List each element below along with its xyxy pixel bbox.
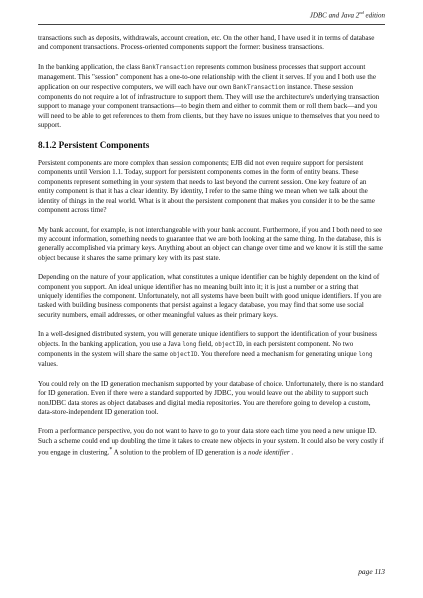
paragraph: In a well-designed distributed system, you will generate unique identifiers to support the identification of your business objects. In the banking application, you use a Java long field, objectID, in each persistent component. No two components in the system will share the same objectID. You therefore need a mechanism for generating unique long values.: [38, 330, 378, 369]
inline-code: objectID: [169, 351, 198, 358]
body-content: [38, 34, 384, 468]
paragraph: Depending on the nature of your application, what constitutes a unique identifier can be highly dependent on the kind of component you support. An ideal unique identifier has no meaning built into it; it is just a number or a string that uniquely identifies the component. Unfortunately, not all systems have been built with good unique identifiers. If you are tasked with building business components that persist against a legacy database, you may find that some use social security numbers, email addresses, or other meaningful values as their primary keys.: [38, 273, 382, 319]
section-heading: 8.1.2 Persistent Components: [38, 139, 150, 150]
paragraph: transactions such as deposits, withdrawals, account creation, etc. On the other hand, I have used it in terms of database and component transactions. Process-oriented components support the former: business transactions.: [38, 34, 375, 52]
emphasized-term: node identifier: [248, 448, 290, 457]
inline-code: long: [182, 341, 197, 348]
running-header: [310, 10, 385, 19]
header-superscript: nd: [359, 10, 364, 15]
inline-code: long: [358, 351, 373, 358]
header-title: JDBC and Java 2: [309, 11, 360, 20]
paragraph: From a performance perspective, you do not want to have to go to your data store each time you need a new unique ID. Such a scheme could end up doubling the time it takes to create new objects in your system. It could also be very costly if you engage in clustering.* A solution to the problem of ID generation is a node identifier .: [38, 427, 384, 457]
paragraph: My bank account, for example, is not interchangeable with your bank account. Furthermore, if you and I both need to see my account information, something needs to guarantee that we are both looking at the same thing. In the database, this is generally accomplished via primary keys. Anything about an object can change over time and we know it is still the same object because it shares the same primary key with its past state.: [38, 225, 383, 262]
paragraph: Persistent components are more complex than session components; EJB did not even require support for persistent components until Version 1.1. Today, support for persistent components comes in the form of entity beans. These components represent something in your system that needs to last beyond the current session. One key feature of an entity component is that it has a clear identity. By identity, I refer to the same thing we mean when we talk about the identity of things in the real world. What is it about the persistent component that makes you consider it to be the same component across time?: [38, 159, 375, 215]
header-rule: [38, 24, 385, 25]
paragraph: In the banking application, the class BankTransaction represents common business processes that support account management. This "session" component has a one-to-one relationship with the client it serves. If you and I both use the application on our respective computers, we will each have our own BankTransaction instance. These session components do not require a lot of infrastructure to support them. They will use the architecture's underlying transaction support to manage your component transactions—to begin them and either to commit them or roll them back—and you will need to be able to get references to them from clients, but they have no issues unique to themselves that you need to support.: [38, 62, 380, 130]
inline-code: BankTransaction: [233, 84, 286, 91]
header-title-suffix: edition: [363, 11, 385, 20]
footnote-marker[interactable]: *: [109, 447, 113, 454]
paragraph: You could rely on the ID generation mechanism supported by your database of choice. Unfortunately, there is no standard for ID generation. Even if there were a standard supported by JDBC, you would leave out the ability to support such nonJDBC data stores as object databases and digital media repositories. You are therefore going to develop a custom, data-store-independent ID generation tool.: [38, 379, 384, 416]
inline-code: BankTransaction: [141, 64, 195, 71]
page-number: page 113: [358, 567, 385, 576]
inline-code: objectID: [214, 341, 243, 348]
